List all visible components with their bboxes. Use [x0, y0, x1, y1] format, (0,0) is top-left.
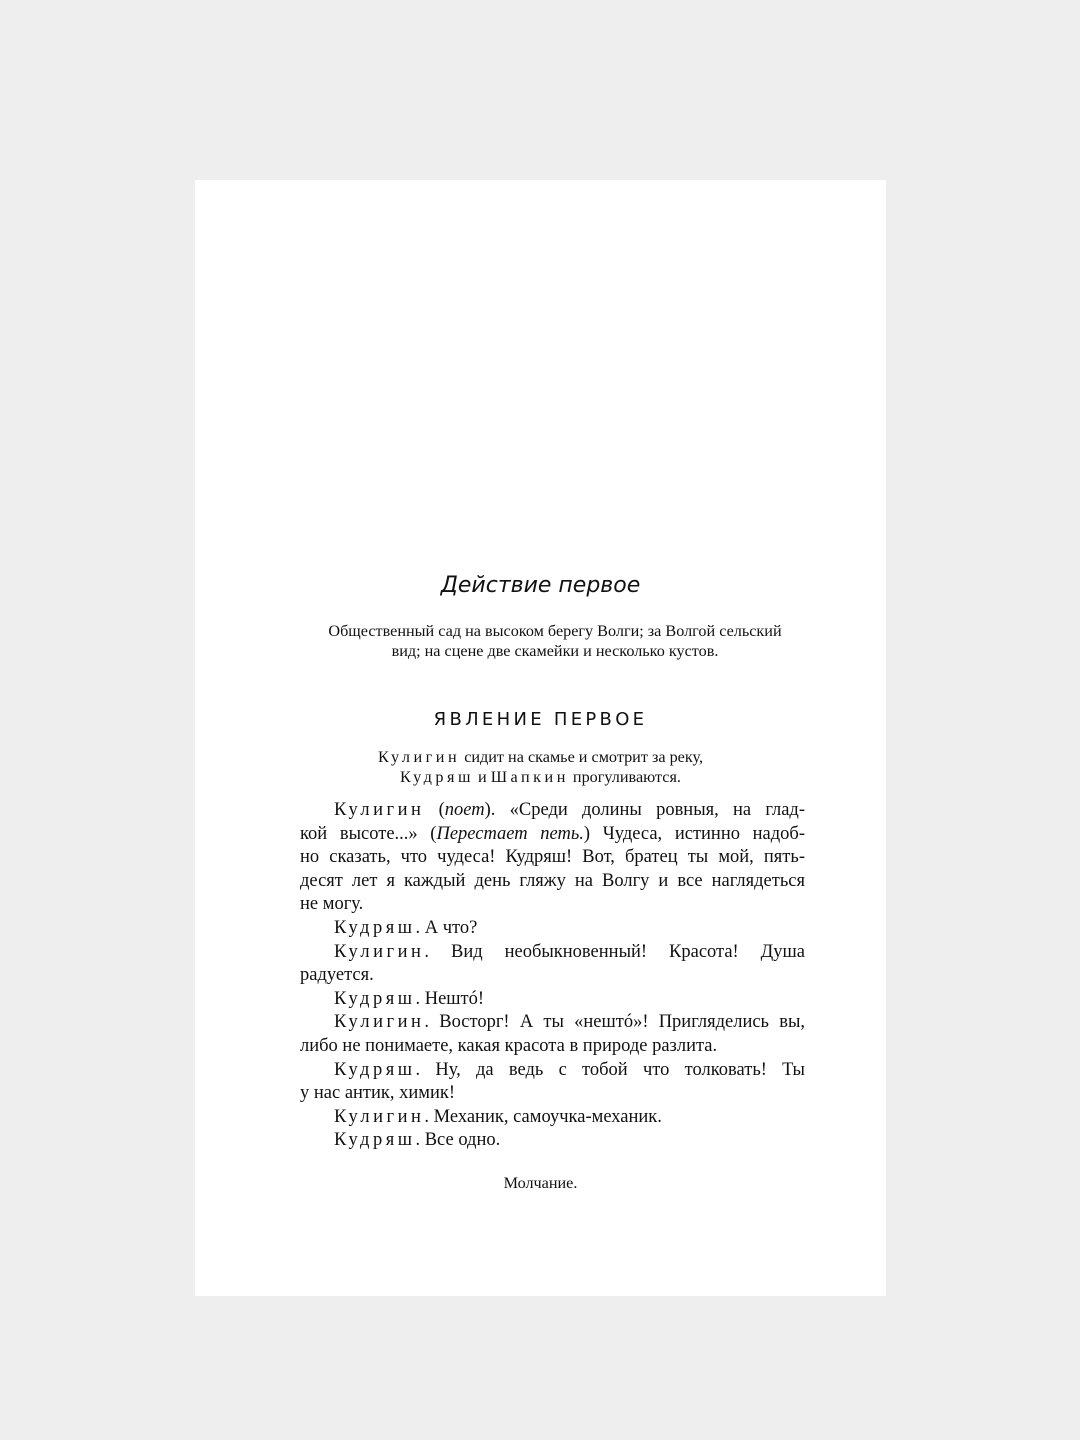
dialogue-text: ) Чудеса, истинно надоб-	[583, 823, 805, 844]
dialogue-text: . Ну, да ведь с тобой что толковать! Ты	[415, 1059, 805, 1080]
act-title: Действие первое	[440, 573, 641, 598]
dialogue-text: . А что?	[415, 917, 478, 938]
stage-direction-line-1	[195, 747, 886, 767]
character-name: Кудряш	[400, 768, 474, 786]
dialogue-line	[300, 1059, 805, 1083]
speaker-name: Кулигин	[334, 1106, 425, 1127]
dialogue-line	[300, 941, 805, 965]
speaker-name: Кулигин	[334, 1012, 425, 1033]
stage-text: прогуливаются.	[568, 768, 681, 786]
book-page	[195, 180, 886, 1296]
stage-remark: Перестает петь.	[436, 823, 584, 844]
character-name: Шапкин	[490, 768, 569, 786]
speaker-name: Кудряш	[334, 1059, 416, 1080]
dialogue-text: . Вид необыкновенный! Красота! Душа	[424, 941, 805, 962]
stage-direction	[195, 747, 886, 787]
character-name: Кулигин	[377, 748, 461, 766]
dialogue-line: радуется.	[300, 965, 374, 986]
stage-text: и	[473, 768, 491, 786]
dialogue-line	[300, 823, 805, 847]
dialogue-line: но сказать, что чудеса! Кудряш! Вот, братец ты мой, пять-	[300, 847, 805, 868]
dialogue-text: ). «Среди долины ровныя, на глад-	[484, 800, 805, 820]
stage-direction-silence: Молчание.	[503, 1174, 578, 1192]
scene-title: ЯВЛЕНИЕ ПЕРВОЕ	[433, 709, 648, 730]
dialogue-line	[300, 917, 805, 941]
dialogue-text: . Все одно.	[415, 1130, 501, 1151]
stage-direction-line-2	[195, 767, 886, 787]
setting-line-2: вид; на сцене две скамейки и несколько кустов.	[391, 642, 719, 660]
speaker-name: Кулигин	[334, 941, 425, 962]
stage-text: сидит на скамье и смотрит за реку,	[460, 748, 704, 766]
dialogue-text: кой высоте...» (	[300, 823, 437, 844]
speaker-name: Кудряш	[334, 917, 416, 938]
stage-remark: поет	[444, 800, 485, 820]
dialogue-text: . Механик, самоучка-механик.	[424, 1106, 662, 1127]
dialogue-line: не могу.	[300, 894, 364, 915]
dialogue-line	[300, 1106, 805, 1130]
dialogue-line	[300, 799, 805, 823]
dialogue-line	[300, 1129, 805, 1153]
setting-line-1: Общественный сад на высоком берегу Волги; за Волгой сельский	[328, 622, 782, 640]
dialogue-line	[300, 1011, 805, 1035]
dialogue-line: у нас антик, химик!	[300, 1083, 456, 1104]
speaker-name: Кудряш	[334, 988, 416, 1009]
setting-description	[295, 621, 815, 661]
speaker-name: Кудряш	[334, 1130, 416, 1151]
dialogue-text: (	[424, 800, 445, 820]
dialogue-line: десят лет я каждый день гляжу на Волгу и все наглядеться	[300, 870, 805, 891]
dialogue-text: . Нештó!	[415, 988, 485, 1009]
dialogue-line: либо не понимаете, какая красота в природе разлита.	[300, 1035, 718, 1056]
speaker-name: Кулигин	[334, 800, 425, 820]
dialogue	[300, 799, 805, 1153]
dialogue-text: . Восторг! А ты «нештó»! Пригляделись вы,	[424, 1012, 805, 1033]
dialogue-line	[300, 988, 805, 1012]
